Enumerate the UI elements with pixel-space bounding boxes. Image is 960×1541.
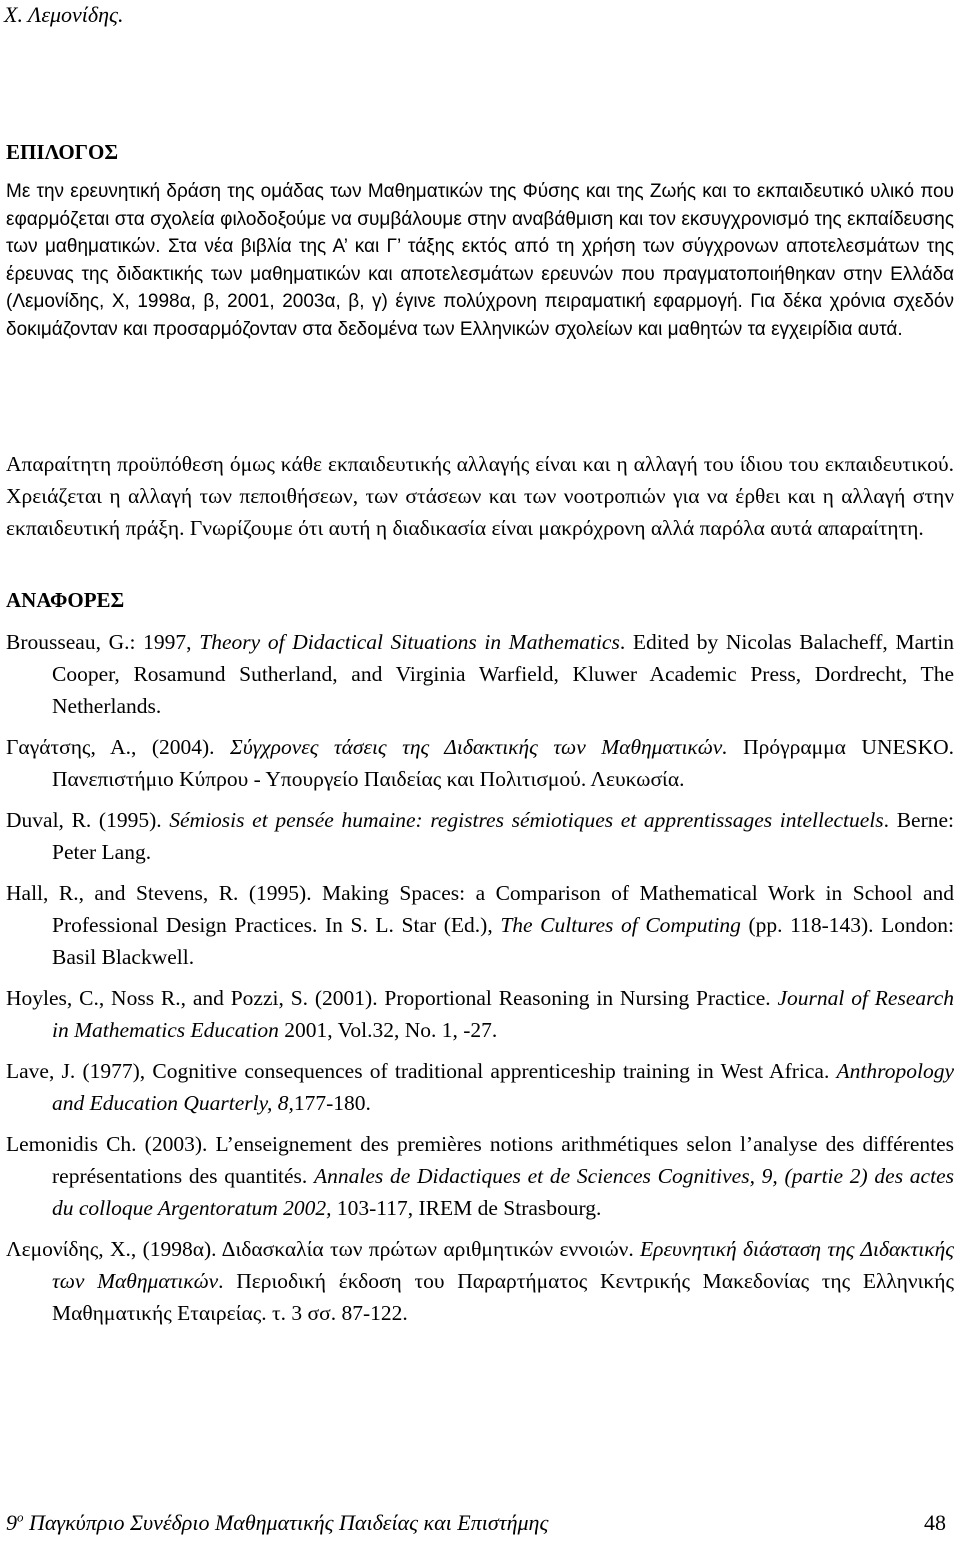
- page-number: 48: [924, 1510, 946, 1535]
- reference-item: Hall, R., and Stevens, R. (1995). Making Spaces: a Comparison of Mathematical Work in School and Professional Design Practices. In S. L. Star (Ed.), The Cultures of Computing (pp. 118-143). London: Basil Blackwell.: [6, 881, 955, 969]
- epilogue-heading: ΕΠΙΛΟΓΟΣ: [6, 140, 119, 164]
- epilogue-paragraph-2: Απαραίτητη προϋπόθεση όμως κάθε εκπαιδευτικής αλλαγής είναι και η αλλαγή του ίδιου του εκπαιδευτικού. Χρειάζεται η αλλαγή των πεποιθήσεων, των στάσεων και των νοοτροπιών για να έρθει και η αλλαγή στην εκπαιδευτική πράξη. Γνωρίζουμε ότι αυτή η διαδικασία είναι μακρόχρονη αλλά παρόλα αυτά απαραίτητη.: [6, 452, 954, 540]
- epilogue-paragraph-1-part-a: Με την ερευνητική δράση της ομάδας των Μαθηματικών της Φύσης και της Ζωής και το εκπαιδευτικό υλικό που εφαρμόζεται στα σχολεία φιλοδοξούμε να συμβάλουμε στην αναβάθμιση και τον εκσυγχρονισμό της εκπαίδευσης των μαθηματικών.: [6, 181, 954, 257]
- epilogue-paragraph-1-part-b: Στα νέα βιβλία της Α’ και Γ’ τάξης εκτός από τη χρήση των σύγχρονων αποτελεσμάτων της έρευνας της διδακτικής των μαθηματικών και αποτελεσμάτων ερευνών που πραγματοποιήθηκαν στην Ελλάδα (Λεμονίδης, Χ, 1998α, β, 2001, 2003α, β, γ) έγινε πολύχρονη πειραματική εφαρμογή. Για δέκα χρόνια σχεδόν δοκιμάζονταν και προσαρμόζονταν στα δεδομένα των Ελληνικών σχολείων και μαθητών τα εγχειρίδια αυτά.: [6, 236, 954, 340]
- reference-item: Γαγάτσης, Α., (2004). Σύγχρονες τάσεις της Διδακτικής των Μαθηματικών. Πρόγραμμα UNESKO. Πανεπιστήμιο Κύπρου - Υπουργείο Παιδείας και Πολιτισμού. Λευκωσία.: [6, 735, 954, 791]
- epilogue-paragraph-1: [6, 178, 954, 343]
- running-head: Χ. Λεμονίδης.: [4, 2, 124, 27]
- reference-item: Duval, R. (1995). Sémiosis et pensée humaine: registres sémiotiques et apprentissages intellectuels. Berne: Peter Lang.: [6, 808, 955, 864]
- reference-item: Hoyles, C., Noss R., and Pozzi, S. (2001). Proportional Reasoning in Nursing Practice. Journal of Research in Mathematics Education 2001, Vol.32, No. 1, -27.: [6, 986, 954, 1042]
- reference-item: Lave, J. (1977), Cognitive consequences of traditional apprenticeship training in West Africa. Anthropology and Education Quarterly, 8,177-180.: [6, 1059, 954, 1115]
- page-footer: [6, 1510, 946, 1536]
- reference-list: [6, 626, 954, 1338]
- reference-item: Brousseau, G.: 1997, Theory of Didactical Situations in Mathematics. Edited by Nicolas Balacheff, Martin Cooper, Rosamund Sutherland, and Virginia Warfield, Kluwer Academic Press, Dordrecht, The Netherlands.: [6, 630, 955, 718]
- reference-item: Lemonidis Ch. (2003). L’enseignement des premières notions arithmétiques selon l’analyse des différentes représentations des quantités. Annales de Didactiques et de Sciences Cognitives, 9, (partie 2) des actes du colloque Argentoratum 2002, 103-117, IREM de Strasbourg.: [6, 1132, 954, 1220]
- conference-title: $9^o$ Παγκύπριο Συνέδριο Μαθηματικής Παιδείας και Επιστήμης: [6, 1510, 549, 1536]
- reference-item: Λεμονίδης, Χ., (1998α). Διδασκαλία των πρώτων αριθμητικών εννοιών. Ερευνητική διάσταση της Διδακτικής των Μαθηματικών. Περιοδική έκδοση του Παραρτήματος Κεντρικής Μακεδονίας της Ελληνικής Μαθηματικής Εταιρείας. τ. 3 σσ. 87-122.: [6, 1237, 954, 1325]
- references-heading: ΑΝΑΦΟΡΕΣ: [6, 588, 125, 612]
